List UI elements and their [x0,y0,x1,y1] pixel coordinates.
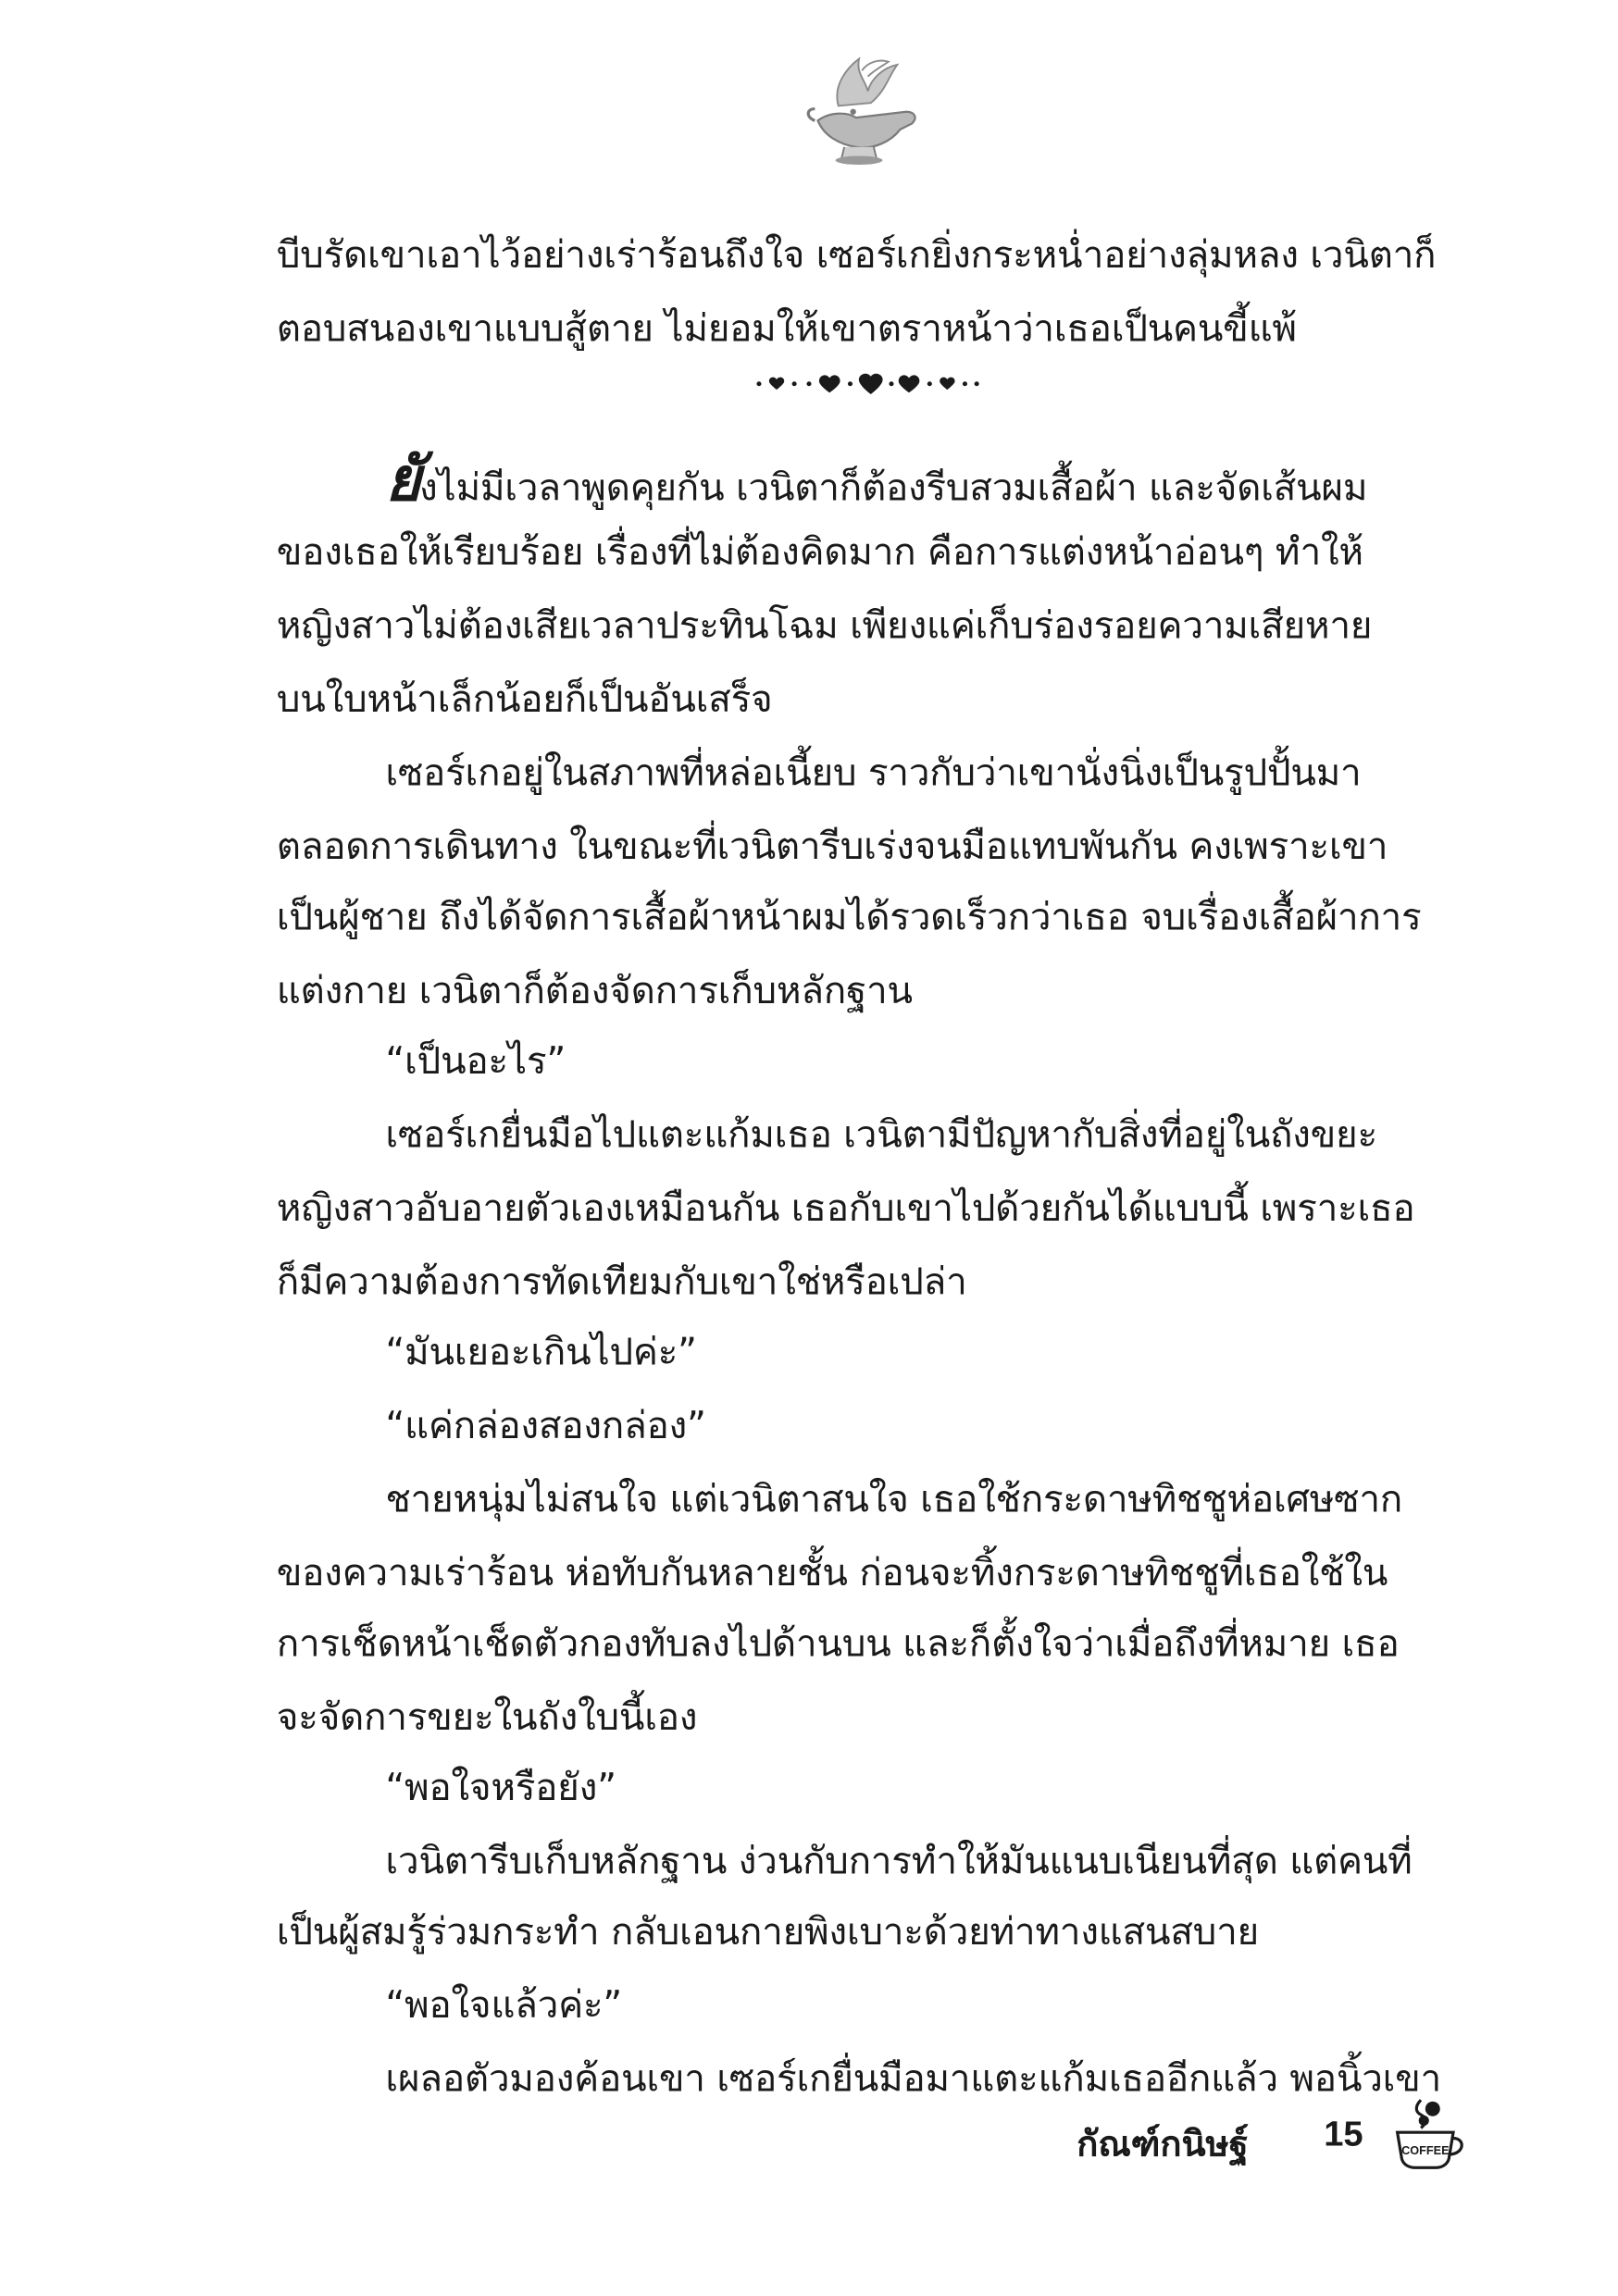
body-line: ของความเร่าร้อน ห่อทับกันหลายชั้น ก่อนจะทิ้งกระดาษทิชชูที่เธอใช้ใน [276,1551,1388,1596]
body-line: เป็นผู้ชาย ถึงได้จัดการเสื้อผ้าหน้าผมได้รวดเร็วกว่าเธอ จบเรื่องเสื้อผ้าการ [276,895,1422,940]
body-line: เซอร์เกยื่นมือไปแตะแก้มเธอ เวนิตามีปัญหากับสิ่งที่อยู่ในถังขยะ [385,1112,1377,1158]
body-line: เผลอตัวมองค้อนเขา เซอร์เกยื่นมือมาแตะแก้มเธออีกแล้ว พอนิ้วเขา [385,2057,1441,2102]
page-number: 15 [1324,2115,1363,2155]
body-line-text: งไม่มีเวลาพูดคุยกัน เวนิตาก็ต้องรีบสวมเสื้อผ้า และจัดเส้นผม [418,465,1368,511]
body-line: ก็มีความต้องการทัดเทียมกับเขาใช่หรือเปล่า [276,1260,967,1305]
body-line [385,443,1368,515]
author-name: กัณฑ์กนิษฐ์ [1077,2123,1249,2166]
dialogue-line: “พอใจแล้วค่ะ” [385,1983,622,2029]
drop-cap: ยั [385,443,419,515]
body-line: เซอร์เกอยู่ในสภาพที่หล่อเนี้ยบ ราวกับว่าเขานั่งนิ่งเป็นรูปปั้นมา [385,751,1362,796]
genie-lamp-icon [803,53,924,168]
body-line: แต่งกาย เวนิตาก็ต้องจัดการเก็บหลักฐาน [276,969,913,1013]
dialogue-line: “มันเยอะเกินไปค่ะ” [385,1331,697,1375]
body-line: ชายหนุ่มไม่สนใจ แต่เวนิตาสนใจ เธอใช้กระดาษทิชชูห่อเศษซาก [385,1478,1403,1522]
dialogue-line: “พอใจหรือยัง” [385,1766,616,1811]
dialogue-line: “เป็นอะไร” [385,1039,566,1085]
dialogue-line: “แค่กล่องสองกล่อง” [385,1404,706,1449]
hearts-divider-icon [753,367,983,400]
body-line: ตอบสนองเขาแบบสู้ตาย ไม่ยอมให้เขาตราหน้าว่าเธอเป็นคนขี้แพ้ [276,307,1297,352]
body-line: เวนิตารีบเก็บหลักฐาน ง่วนกับการทำให้มันแนบเนียนที่สุด แต่คนที่ [385,1839,1413,1884]
body-line: จะจัดการขยะในถังใบนี้เอง [276,1695,698,1740]
body-line: หญิงสาวไม่ต้องเสียเวลาประทินโฉม เพียงแค่เก็บร่องรอยความเสียหาย [276,604,1373,649]
body-line: ของเธอให้เรียบร้อย เรื่องที่ไม่ต้องคิดมาก คือการแต่งหน้าอ่อนๆ ทำให้ [276,530,1363,576]
coffee-logo-text: COFFEE [1401,2143,1450,2158]
body-line: บนใบหน้าเล็กน้อยก็เป็นอันเสร็จ [276,677,773,723]
body-line: ตลอดการเดินทาง ในขณะที่เวนิตารีบเร่งจนมือแทบพันกัน คงเพราะเขา [276,825,1388,870]
coffee-cup-icon [1388,2094,1468,2174]
body-line: เป็นผู้สมรู้ร่วมกระทำ กลับเอนกายพิงเบาะด้วยท่าทางแสนสบาย [276,1910,1259,1955]
body-line: บีบรัดเขาเอาไว้อย่างเร่าร้อนถึงใจ เซอร์เกยิ่งกระหน่ำอย่างลุ่มหลง เวนิตาก็ [276,233,1437,279]
body-line: หญิงสาวอับอายตัวเองเหมือนกัน เธอกับเขาไปด้วยกันได้แบบนี้ เพราะเธอ [276,1186,1415,1232]
body-line: การเช็ดหน้าเช็ดตัวกองทับลงไปด้านบน และก็ตั้งใจว่าเมื่อถึงที่หมาย เธอ [276,1621,1400,1667]
